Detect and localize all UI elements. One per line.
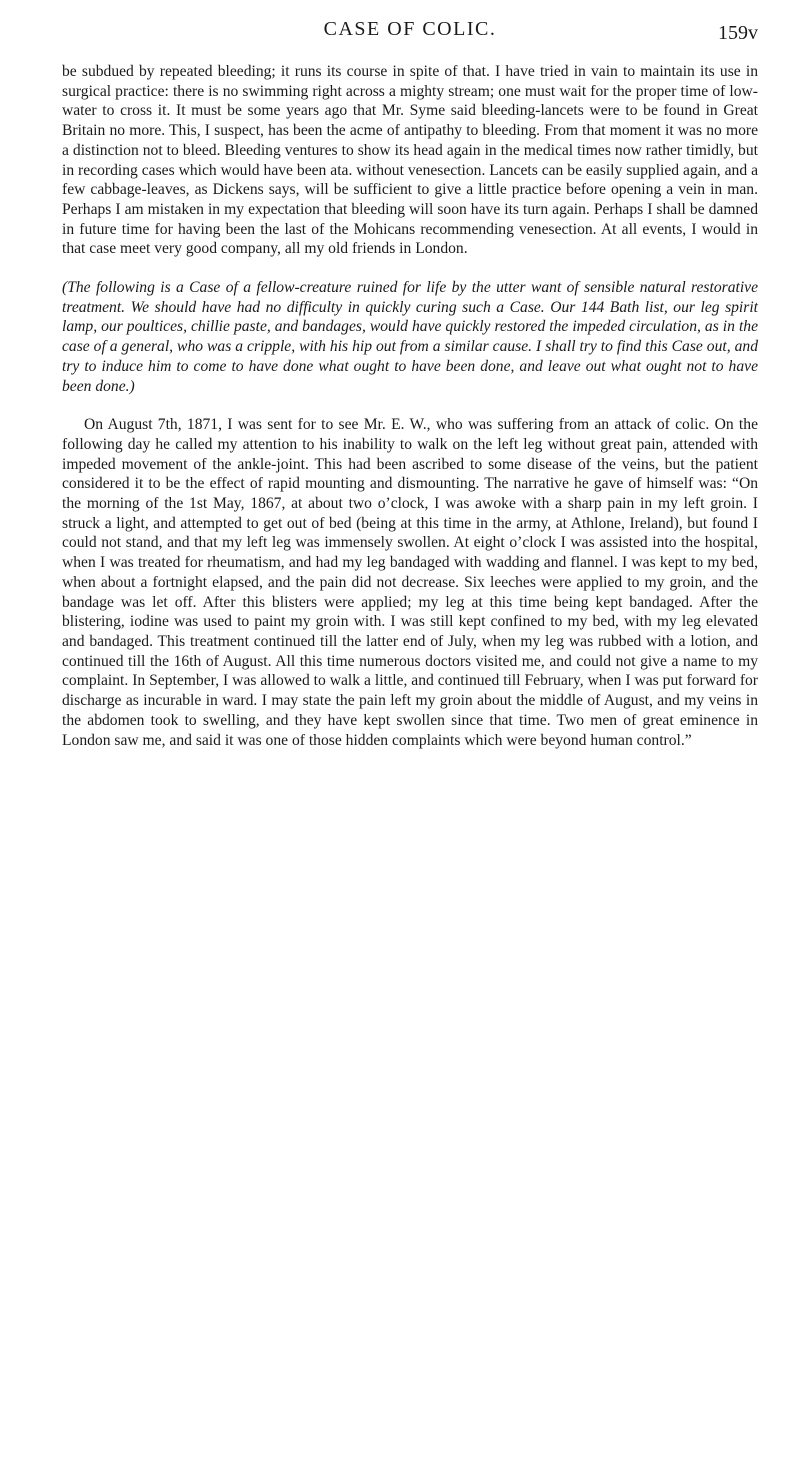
- paragraph-editorial-note: (The following is a Case of a fellow-creature ruined for life by the utter want of sensible natural restorative treatment. We should have had no difficulty in quickly curing such a Case. Our 144 Bath list, our leg spirit lamp, our poultices, chillie paste, and bandages, would have quickly restored the impeded circulation, as in the case of a general, who was a cripple, with his hip out from a similar cause. I shall try to find this Case out, and try to induce him to come to have done what ought to have been done, and leave out what ought not to have been done.): [62, 279, 758, 395]
- page-header: [62, 14, 758, 46]
- running-head: CASE OF COLIC.: [323, 18, 497, 40]
- paragraph-case-narrative: On August 7th, 1871, I was sent for to see Mr. E. W., who was suffering from an attack of colic. On the following day he called my attention to his inability to walk on the left leg without great pain, attended with impeded movement of the ankle-joint. This had been ascribed to some disease of the veins, but the patient considered it to be the effect of rapid mounting and dismounting. The narrative he gave of himself was: “On the morning of the 1st May, 1867, at about two o’clock, I was awoke with a sharp pain in my left groin. I struck a light, and attempted to get out of bed (being at this time in the army, at Athlone, Ireland), but found I could not stand, and that my left leg was immensely swollen. At eight o’clock I was assisted into the hospital, when I was treated for rheumatism, and had my leg bandaged with wadding and flannel. I was kept to my bed, when about a fortnight elapsed, and the pain did not decrease. Six leeches were applied to my groin, and the bandage was let off. After this blisters were applied; my leg at this time being kept bandaged. After the blistering, iodine was used to paint my groin with. I was still kept confined to my bed, with my leg elevated and bandaged. This treatment continued till the latter end of July, when my leg was rubbed with a lotion, and continued till the 16th of August. All this time numerous doctors visited me, and could not give a name to my complaint. In September, I was allowed to walk a little, and continued till February, when I was put forward for discharge as incurable in ward. I may state the pain left my groin about the middle of August, and my veins in the abdomen took to swelling, and they have kept swollen since that time. Two men of great eminence in London saw me, and said it was one of those hidden complaints which were beyond human control.”: [62, 416, 758, 749]
- body-text: [62, 62, 758, 750]
- paragraph-gap: [62, 259, 758, 278]
- paragraph-gap: [62, 396, 758, 415]
- paragraph-bleeding: be subdued by repeated bleeding; it runs its course in spite of that. I have tried in vain to maintain its use in surgical practice: there is no swimming right across a mighty stream; one must wait for the proper time of low-water to cross it. It must be some years ago that Mr. Syme said bleeding-lancets were to be found in Great Britain no more. This, I suspect, has been the acme of antipathy to bleeding. From that moment it was no more a distinction not to bleed. Bleeding ventures to show its head again in the medical times now rather timidly, but in recording cases which would have been ata. without venesection. Lancets can be easily supplied again, and a few cabbage-leaves, as Dickens says, will be sufficient to give a little practice before opening a vein in man. Perhaps I am mistaken in my expectation that bleeding will soon have its turn again. Perhaps I shall be damned in future time for having been the last of the Mohicans recommending venesection. At all events, I would in that case meet very good company, all my old friends in London.: [62, 63, 758, 258]
- page-number: 159v: [718, 22, 758, 44]
